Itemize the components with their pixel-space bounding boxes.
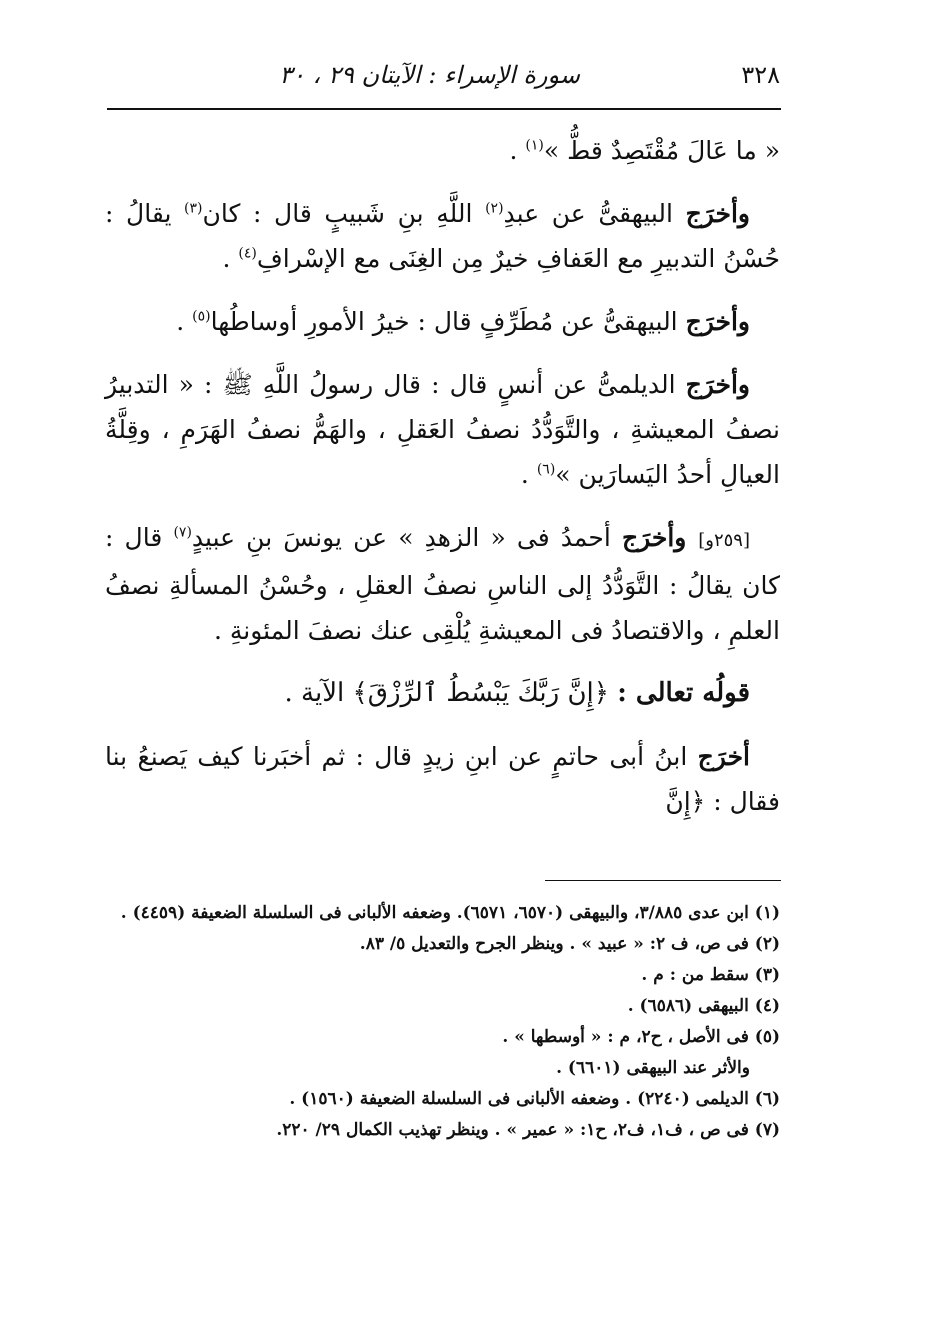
- paragraph-ibn-abi-hatim: أخرَج ابنُ أبى حاتمٍ عن ابنِ زيدٍ قال : ثم أخبَرنا كيف يَصنعُ بنا فقال : ﴿إِنَّ: [105, 742, 780, 816]
- footnote-item: (٦) الديلمى (٢٢٤٠) . وضعفه الألبانى فى السلسلة الضعيفة (١٥٦٠) .: [289, 1089, 780, 1109]
- footnote-item: (٤) البيهقى (٦٥٨٦) .: [627, 996, 780, 1016]
- paragraph-lead: وأخرَج: [685, 370, 750, 399]
- page-number: ٣٢٨: [741, 61, 780, 89]
- paragraph-bayhaqi-mutarrif: وأخرَج البيهقىُّ عن مُطَرِّفٍ قال : خيرُ الأمورِ أوساطُها$^{(٥)}$ .: [176, 307, 750, 336]
- footnote-continuation: والأثر عند البيهقى (٦٦٠١) .: [556, 1058, 750, 1078]
- footnote-ref: (٦): [536, 461, 556, 478]
- verse-heading: [105, 671, 780, 716]
- footnote-ref: (٢): [485, 200, 504, 217]
- paragraph-lead: وأخرَج: [685, 307, 750, 336]
- page-header: [105, 55, 780, 95]
- footnote-item: (٢) فى ص، ف ٢: « عبيد » . وينظر الجرح والتعديل ٥/ ٨٣.: [359, 934, 780, 954]
- footnote-ref: (٣): [184, 200, 203, 217]
- paragraph-ahmad-zuhd: [٢٥٩و] وأخرَج أحمدُ فى « الزهدِ » عن يونسَ بنِ عبيدٍ$^{(٧)}$ قال : كان يقالُ : التَّوَدُّدُ إلى الناسِ نصفُ العقلِ ، وحُسْنُ المسألةِ نصفُ العلمِ ، والاقتصادُ فى المعيشةِ يُلْقِى عنك نصفَ المئونةِ .: [105, 523, 780, 645]
- paragraph-lead: وأخرَج: [685, 199, 750, 228]
- footnote-item: (٥) فى الأصل ، ح٢، م : « أوسطها » .: [502, 1027, 780, 1047]
- footnote-ref: (٧): [173, 524, 192, 541]
- paragraph-bayhaqi-shabib: وأخرَج البيهقىُّ عن عبدِ$^{(٢)}$ اللَّهِ بنِ شَبيبٍ قال : كان$^{(٣)}$ يقالُ : حُسْنُ التدبيرِ مع العَفافِ خيرٌ مِن الغِنَى مع الإسْرافِ$^{(٤)}$ .: [105, 199, 780, 273]
- paragraph-quote-end: « ما عَالَ مُقْتَصِدٌ قطُّ »$^{(١)}$ .: [509, 136, 780, 165]
- footnote-item: (٧) فى ص ، ف١، ف٢، ح١: « عمير » . وينظر تهذيب الكمال ٢٩/ ٢٢٠.: [276, 1120, 780, 1140]
- running-title: سورة الإسراء : الآيتان ٢٩ ، ٣٠: [279, 61, 580, 89]
- footnote-item: (٣) سقط من : م .: [641, 965, 780, 985]
- footnote-separator: [545, 880, 781, 881]
- quran-verse: ﴿إِنَّ رَبَّكَ يَبْسُطُ ٱلرِّزْقَ﴾ الآية .: [284, 678, 618, 708]
- paragraph-lead: وأخرَج: [621, 523, 699, 552]
- header-rule: [107, 108, 781, 110]
- footnote-item: (١) ابن عدى ٣/٨٨٥، والبيهقى (٦٥٧٠، ٦٥٧١). وضعفه الألبانى فى السلسلة الضعيفة (٤٤٥٩) .: [120, 903, 780, 923]
- paragraph-lead: أخرَج: [697, 742, 750, 771]
- main-text: [105, 128, 780, 842]
- footnote-ref: (٥): [192, 308, 211, 325]
- footnotes: [105, 898, 780, 1146]
- manuscript-folio-marker: [٢٥٩و]: [698, 530, 751, 551]
- paragraph-daylami-anas: وأخرَج الديلمىُّ عن أنسٍ قال : قال رسولُ اللَّهِ ﷺ : « التدبيرُ نصفُ المعيشةِ ، والتَّوَدُّدُ نصفُ العَقلِ ، والهَمُّ نصفُ الهَرَمِ ، وقِلَّةُ العيالِ أحدُ اليَسارَين »$^{(٦)}$ .: [105, 370, 780, 489]
- heading-lead: قولُه تعالى :: [617, 678, 750, 708]
- footnote-ref: (٤): [238, 245, 257, 262]
- footnote-ref: (١): [525, 137, 544, 154]
